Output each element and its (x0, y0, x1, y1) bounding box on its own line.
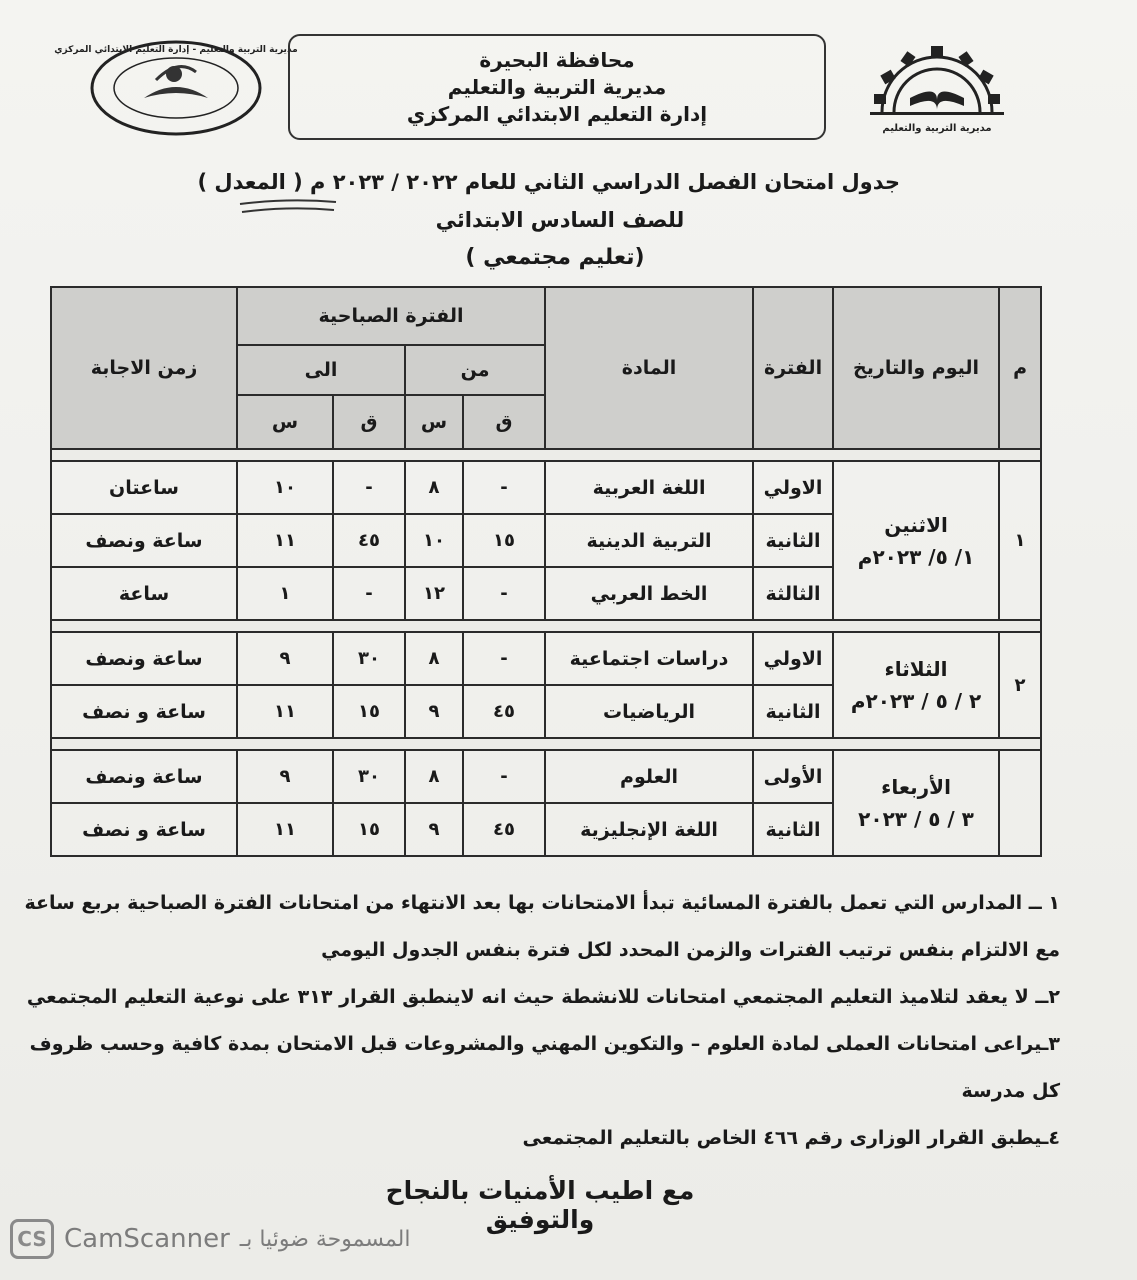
to-hour-cell: ٩ (237, 750, 333, 803)
from-minute-cell: ١٥ (463, 514, 545, 567)
directorate-name: مديرية التربية والتعليم (447, 74, 667, 99)
closing-wishes: مع اطيب الأمنيات بالنجاح والتوفيق (385, 1176, 695, 1234)
to-minute-cell: - (333, 567, 405, 620)
to-minute-cell: ١٥ (333, 803, 405, 856)
to-hour-cell: ١١ (237, 803, 333, 856)
period-cell: الأولى (753, 750, 833, 803)
to-minute-cell: ٤٥ (333, 514, 405, 567)
period-cell: الاولي (753, 461, 833, 514)
header-from-minute: ق (463, 395, 545, 449)
duration-cell: ساعة و نصف (51, 685, 237, 738)
directorate-logo-right (852, 34, 1022, 138)
logo-right-caption: مديرية التربية والتعليم (882, 123, 992, 134)
schedule-title: جدول امتحان الفصل الدراسي الثاني للعام ٢٠٢٢ / ٢٠٢٣ م ( المعدل ) (197, 170, 900, 194)
note-line: ٢ــ لا يعقد لتلاميذ التعليم المجتمعي امتحانات للانشطة حيث انه لاينطبق القرار ٣١٣ على نوعية التعليم المجتمعي (26, 986, 1060, 1008)
from-hour-cell: ١٠ (405, 514, 463, 567)
header-morning-period: الفترة الصباحية (237, 287, 545, 345)
to-minute-cell: - (333, 461, 405, 514)
day-number: ٢ (999, 632, 1041, 738)
exam-date: ١/ ٥/ ٢٠٢٣م (857, 544, 975, 569)
from-minute-cell: ٤٥ (463, 803, 545, 856)
period-cell: الاولي (753, 632, 833, 685)
to-hour-cell: ١١ (237, 685, 333, 738)
header-subject: المادة (545, 287, 753, 449)
duration-cell: ساعتان (51, 461, 237, 514)
day-name: الثلاثاء (884, 657, 948, 681)
note-line: ٣ـيراعى امتحانات العملى لمادة العلوم – والتكوين المهني والمشروعات قبل الامتحان بمدة كافية وحسب ظروف (29, 1033, 1060, 1055)
period-cell: الثانية (753, 514, 833, 567)
duration-cell: ساعة (51, 567, 237, 620)
subject-cell: العلوم (545, 750, 753, 803)
exam-date: ٣ / ٥ / ٢٠٢٣ (858, 807, 974, 831)
to-hour-cell: ١١ (237, 514, 333, 567)
day-name: الأربعاء (881, 775, 951, 799)
duration-cell: ساعة ونصف (51, 750, 237, 803)
from-hour-cell: ٩ (405, 685, 463, 738)
from-minute-cell: - (463, 461, 545, 514)
administration-logo-left (54, 36, 298, 140)
header-to-hour: س (237, 395, 333, 449)
exam-date: ٢ / ٥ / ٢٠٢٣م (850, 689, 982, 713)
header-num: م (999, 287, 1041, 449)
subject-cell: دراسات اجتماعية (545, 632, 753, 685)
exam-schedule-table (50, 286, 1042, 857)
note-line: ١ ــ المدارس التي تعمل بالفترة المسائية تبدأ الامتحانات بها بعد الانتهاء من امتحانات الفترة الصباحية بربع ساعة (24, 892, 1060, 914)
grade-title: للصف السادس الابتدائي (435, 208, 685, 232)
day-date-cell (833, 632, 999, 738)
to-hour-cell: ١ (237, 567, 333, 620)
from-hour-cell: ٨ (405, 632, 463, 685)
to-minute-cell: ٣٠ (333, 750, 405, 803)
from-hour-cell: ٨ (405, 750, 463, 803)
subject-cell: اللغة العربية (545, 461, 753, 514)
note-line: كل مدرسة (961, 1080, 1060, 1102)
logo-left-caption: مديرية التربية والتعليم - إدارة التعليم الابتدائي المركزي (54, 45, 298, 55)
table-row (51, 632, 1041, 685)
day-number (999, 750, 1041, 856)
handwritten-underline (238, 196, 338, 216)
header-from: من (405, 345, 545, 395)
subject-cell: اللغة الإنجليزية (545, 803, 753, 856)
header-to: الى (237, 345, 405, 395)
camscanner-logo-icon: CS (10, 1219, 54, 1259)
education-type: (تعليم مجتمعي ) (465, 245, 645, 270)
duration-cell: ساعة ونصف (51, 514, 237, 567)
from-hour-cell: ١٢ (405, 567, 463, 620)
day-name: الاثنين (884, 512, 948, 537)
header-from-hour: س (405, 395, 463, 449)
table-row (51, 750, 1041, 803)
subject-cell: الرياضيات (545, 685, 753, 738)
subject-cell: التربية الدينية (545, 514, 753, 567)
camscanner-name: CamScanner (64, 1224, 230, 1254)
from-minute-cell: - (463, 567, 545, 620)
period-cell: الثالثة (753, 567, 833, 620)
from-minute-cell: ٤٥ (463, 685, 545, 738)
subject-cell: الخط العربي (545, 567, 753, 620)
administration-name: إدارة التعليم الابتدائي المركزي (406, 101, 708, 126)
header-day-date: اليوم والتاريخ (833, 287, 999, 449)
table-row (51, 461, 1041, 514)
governorate-name: محافظة البحيرة (479, 47, 635, 72)
to-hour-cell: ١٠ (237, 461, 333, 514)
header-to-minute: ق (333, 395, 405, 449)
note-line: ٤ـيطبق القرار الوزارى رقم ٤٦٦ الخاص بالتعليم المجتمعى (522, 1127, 1060, 1149)
camscanner-arabic-caption: المسموحة ضوئيا بـ (239, 1226, 411, 1252)
day-number: ١ (999, 461, 1041, 620)
day-date-cell (833, 750, 999, 856)
to-minute-cell: ١٥ (333, 685, 405, 738)
period-cell: الثانية (753, 803, 833, 856)
from-minute-cell: - (463, 750, 545, 803)
from-hour-cell: ٨ (405, 461, 463, 514)
from-hour-cell: ٩ (405, 803, 463, 856)
header-duration: زمن الاجابة (51, 287, 237, 449)
to-hour-cell: ٩ (237, 632, 333, 685)
notes-section (24, 880, 1060, 1162)
period-cell: الثانية (753, 685, 833, 738)
from-minute-cell: - (463, 632, 545, 685)
header-period: الفترة (753, 287, 833, 449)
note-line: مع الالتزام بنفس ترتيب الفترات والزمن المحدد لكل فترة بنفس الجدول اليومي (321, 939, 1060, 961)
to-minute-cell: ٣٠ (333, 632, 405, 685)
duration-cell: ساعة و نصف (51, 803, 237, 856)
duration-cell: ساعة ونصف (51, 632, 237, 685)
day-date-cell (833, 461, 999, 620)
header-title-box (288, 34, 826, 140)
camscanner-watermark (10, 1216, 530, 1262)
